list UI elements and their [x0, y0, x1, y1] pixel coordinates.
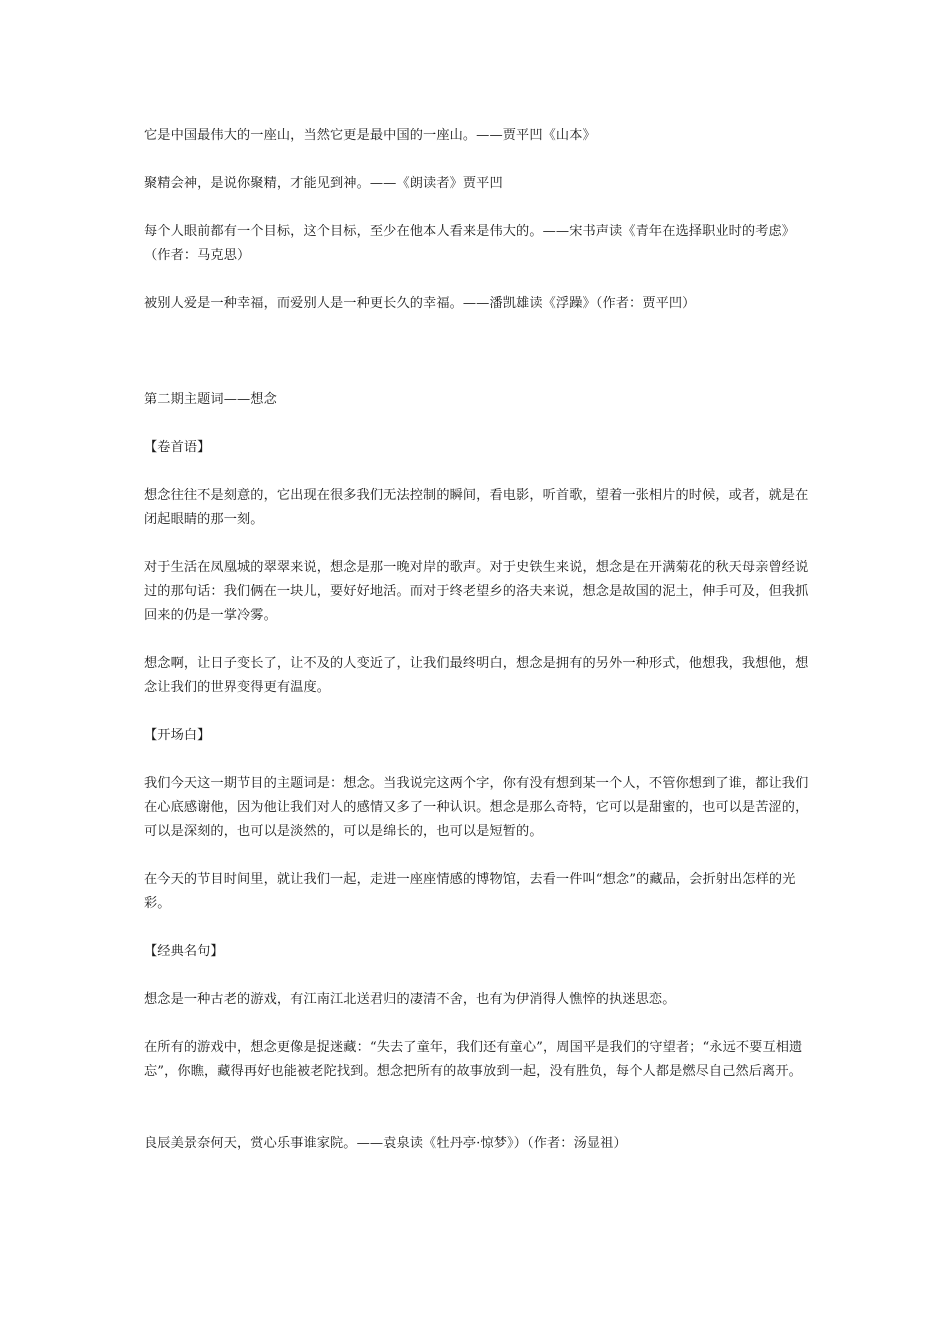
- section-heading-foreword: 【卷首语】: [144, 440, 211, 455]
- quote-paragraph: 被别人爱是一种幸福，而爱别人是一种更长久的幸福。——潘凯雄读《浮躁》（作者：贾平凹）: [144, 296, 696, 311]
- body-paragraph: 想念往往不是刻意的，它出现在很多我们无法控制的瞬间，看电影，听首歌，望着一张相片的时候，或者，就是在闭起眼睛的那一刻。: [144, 488, 809, 527]
- document-page: [144, 0, 812, 1344]
- quote-paragraph: 良辰美景奈何天，赏心乐事谁家院。——袁泉读《牡丹亭·惊梦》）（作者：汤显祖）: [144, 1136, 627, 1151]
- body-paragraph: 在今天的节目时间里，就让我们一起，走进一座座情感的博物馆，去看一件叫“想念”的藏品，会折射出怎样的光彩。: [144, 872, 796, 911]
- body-paragraph: 我们今天这一期节目的主题词是：想念。当我说完这两个字，你有没有想到某一个人，不管你想到了谁，都让我们在心底感谢他，因为他让我们对人的感情又多了一种认识。想念是那么奇特，它可以是甜蜜的，也可以是苦涩的，可以是深刻的，也可以是淡然的，可以是绵长的，也可以是短暂的。: [144, 776, 809, 839]
- body-paragraph: 对于生活在凤凰城的翠翠来说，想念是那一晚对岸的歌声。对于史铁生来说，想念是在开满菊花的秋天母亲曾经说过的那句话：我们俩在一块儿，要好好地活。而对于终老望乡的洛夫来说，想念是故国的泥土，伸手可及，但我抓回来的仍是一掌冷雾。: [144, 560, 809, 623]
- quote-paragraph: 每个人眼前都有一个目标，这个目标，至少在他本人看来是伟大的。——宋书声读《青年在选择职业时的考虑》（作者：马克思）: [144, 224, 796, 263]
- body-paragraph: 想念啊，让日子变长了，让不及的人变近了，让我们最终明白，想念是拥有的另外一种形式，他想我，我想他，想念让我们的世界变得更有温度。: [144, 656, 809, 695]
- body-paragraph: 在所有的游戏中，想念更像是捉迷藏：“失去了童年，我们还有童心”，周国平是我们的守望者；“永远不要互相遗忘”，你瞧，藏得再好也能被老陀找到。想念把所有的故事放到一起，没有胜负，每个人都是燃尽自己然后离开。: [144, 1040, 803, 1079]
- quote-paragraph: 它是中国最伟大的一座山，当然它更是最中国的一座山。——贾平凹《山本》: [144, 128, 596, 143]
- section-heading-opening: 【开场白】: [144, 728, 211, 743]
- section-heading-quotes: 【经典名句】: [144, 944, 224, 959]
- body-paragraph: 想念是一种古老的游戏，有江南江北送君归的凄清不舍，也有为伊消得人憔悴的执迷思恋。: [144, 992, 676, 1007]
- section-title: 第二期主题词——想念: [144, 392, 277, 407]
- quote-paragraph: 聚精会神，是说你聚精，才能见到神。——《朗读者》贾平凹: [144, 176, 503, 191]
